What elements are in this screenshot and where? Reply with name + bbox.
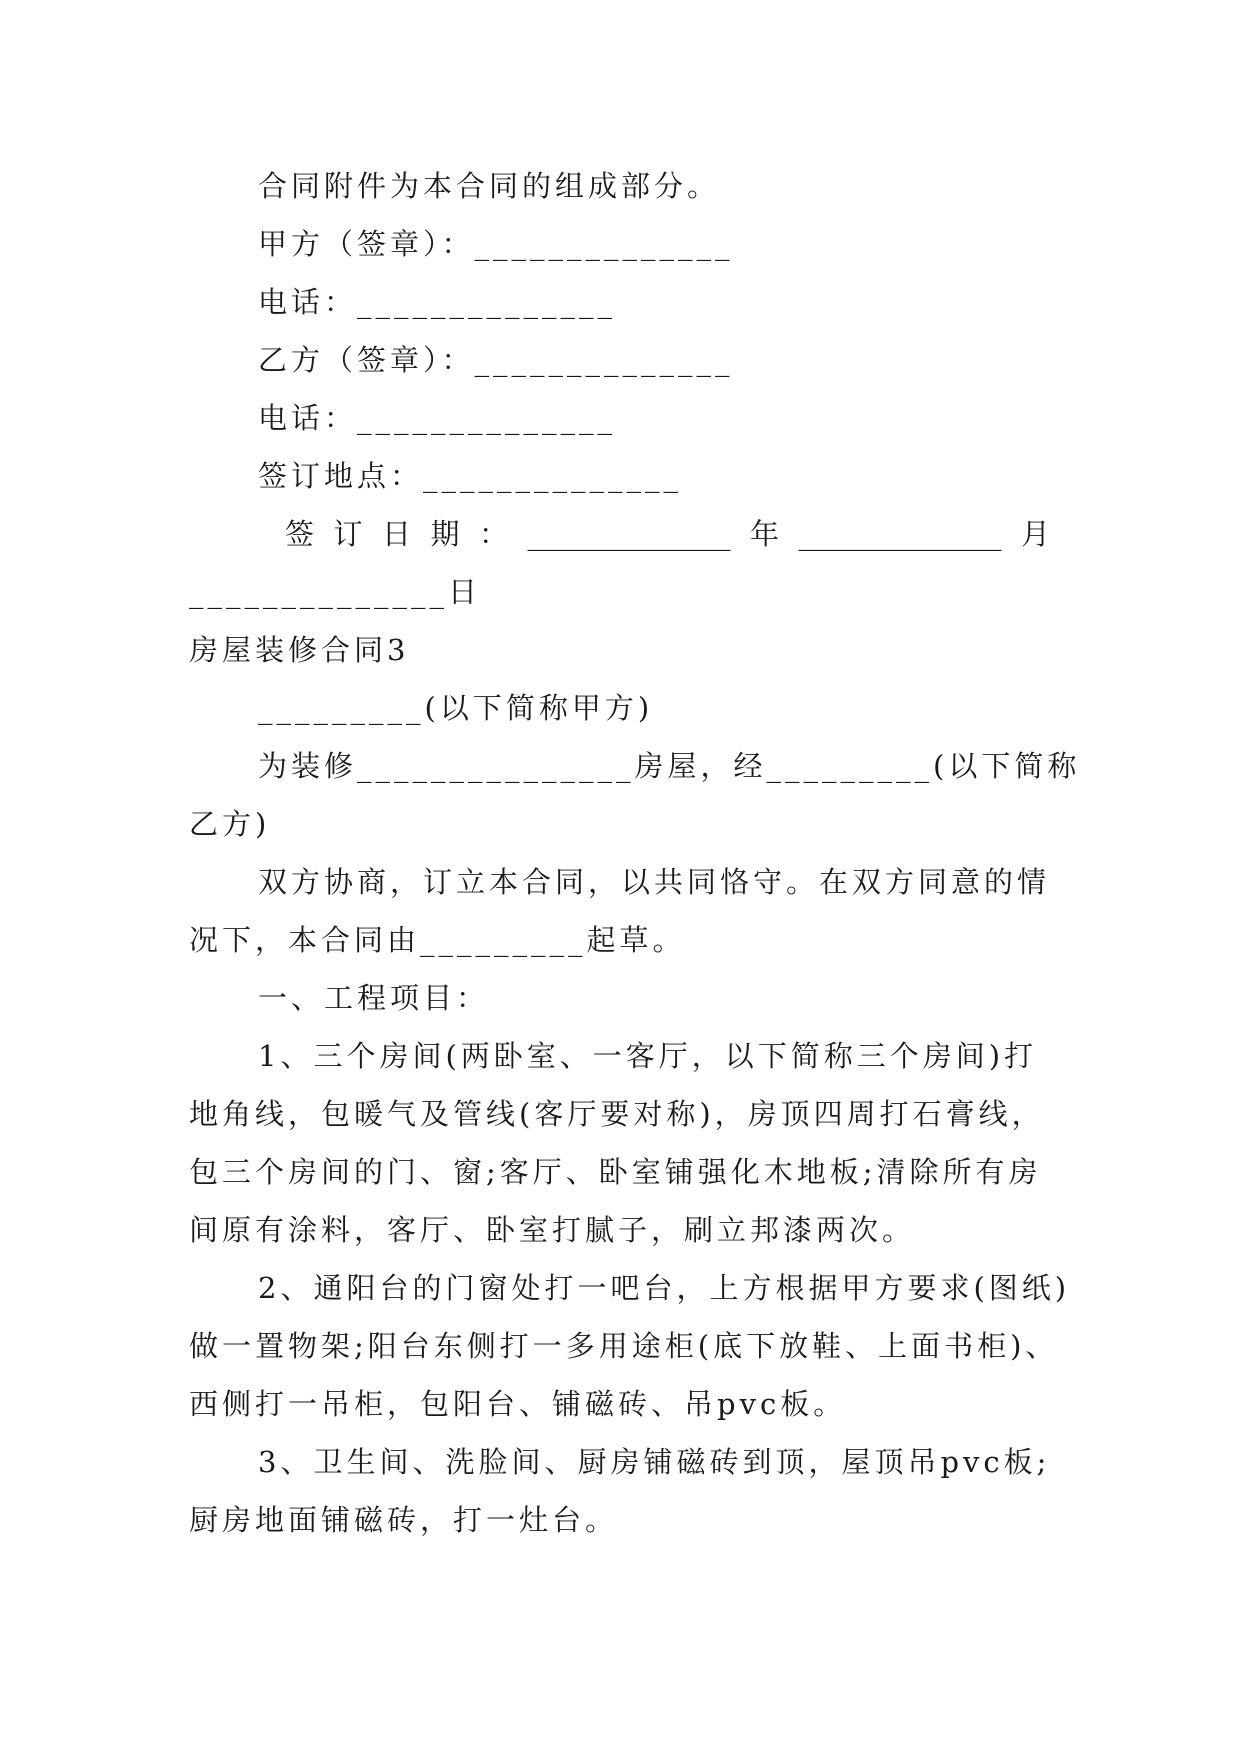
text-line: 厨房地面铺磁砖，打一灶台。	[189, 1503, 619, 1537]
signing-date-day-line: ______________日	[189, 575, 482, 609]
date-char: 期	[430, 517, 460, 551]
month-label: 月	[1020, 517, 1050, 551]
text-line: 3、卫生间、洗脸间、厨房铺磁砖到顶，屋顶吊pvc板;	[258, 1445, 1051, 1479]
text-line: 1、三个房间(两卧室、一客厅，以下简称三个房间)打	[258, 1039, 1038, 1073]
party-a-line: _________(以下简称甲方)	[258, 691, 654, 725]
date-char: ：	[479, 517, 509, 551]
phone-line-party-a: 电话：______________	[258, 285, 617, 319]
text-line: 双方协商，订立本合同，以共同恪守。在双方同意的情	[258, 865, 1051, 899]
text-line: 合同附件为本合同的组成部分。	[258, 169, 721, 203]
text-line: 做一置物架;阳台东侧打一多用途柜(底下放鞋、上面书柜)、	[189, 1329, 1059, 1363]
text-line: 西侧打一吊柜，包阳台、铺磁砖、吊pvc板。	[189, 1387, 847, 1421]
signing-date-line	[285, 516, 1050, 552]
date-char: 签	[285, 517, 315, 551]
date-char: 日	[382, 517, 412, 551]
year-blank: ______________	[527, 517, 731, 551]
signature-line-party-b: 乙方（签章）：______________	[258, 343, 734, 377]
phone-line-party-b: 电话：______________	[258, 401, 617, 435]
text-line: 况下，本合同由_________起草。	[189, 923, 686, 957]
text-line: 地角线，包暖气及管线(客厅要对称)，房顶四周打石膏线，	[189, 1097, 1045, 1131]
text-line: 为装修_______________房屋，经_________(以下简称	[258, 749, 1081, 783]
text-line: 间原有涂料，客厅、卧室打腻子，刷立邦漆两次。	[189, 1213, 916, 1247]
section-heading: 一、工程项目：	[258, 981, 490, 1015]
signature-line-party-a: 甲方（签章）：______________	[258, 227, 734, 261]
contract-title: 房屋装修合同3	[189, 633, 410, 667]
month-blank: ______________	[798, 517, 1002, 551]
text-line: 2、通阳台的门窗处打一吧台，上方根据甲方要求(图纸)	[258, 1271, 1071, 1305]
signing-place-line: 签订地点：______________	[258, 459, 683, 493]
text-line: 包三个房间的门、窗;客厅、卧室铺强化木地板;清除所有房	[189, 1155, 1042, 1189]
date-char: 订	[333, 517, 363, 551]
year-label: 年	[749, 517, 779, 551]
text-line: 乙方)	[189, 807, 271, 841]
